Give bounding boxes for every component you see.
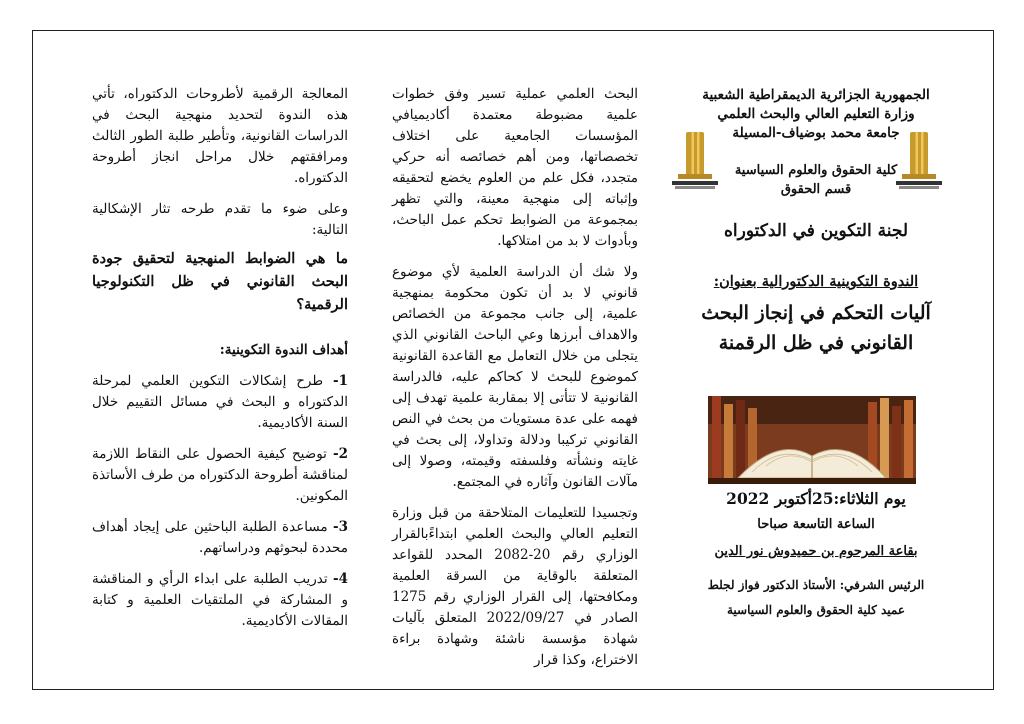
panel-introduction <box>392 84 638 671</box>
goals-title: أهداف الندوة التكوينية: <box>219 342 348 358</box>
research-question: ما هي الضوابط المنهجية لتحقيق جودة البحث القانوني في ظل التكنولوجيا الرقمية؟ <box>92 250 348 313</box>
goal-item: 1- طرح إشكالات التكوين العلمي لمرحلة الدكتوراه و البحث في مسائل التقييم خلال السنة الأكاديمية. <box>92 373 349 431</box>
intro-paragraph-2: ولا شك أن الدراسة العلمية لأي موضوع قانوني لا بد أن تكون محكومة بمنهجية علمية، إلى جانب مجموعة من الخصائص والاهداف أبرزها وعي الباحث القانوني الذي يتجلى من خلال التعامل مع القاعدة القانونية كموضوع للبحث لا كحاكم عليه، فالدراسة القانونية لا تتأتى إلا بمقاربة علمية تهدف إلى فهمه على عدة مستويات من بحث في النص القانوني تركيبا ودلالة وتداولا، إلى بحث في غايته ونشأته وفلسفته وقيمته، وصولا إلى مآلات القانون وآثاره في المجتمع. <box>392 264 638 490</box>
department-line: قسم الحقوق <box>780 182 852 197</box>
seminar-intro: الندوة التكوينية الدكتورالية بعنوان: <box>713 273 919 290</box>
honorary-chair: الرئيس الشرفي: الأستاذ الدكتور فواز لجلط <box>707 578 925 592</box>
event-time: الساعة التاسعة صباحا <box>757 517 875 532</box>
problem-intro: وعلى ضوء ما تقدم طرحه تثار الإشكالية التالية: <box>92 201 348 238</box>
republic-line: الجمهورية الجزائرية الديمقراطية الشعبية <box>702 87 930 103</box>
goal-item: 4- تدريب الطلبة على ابداء الرأي و المناقشة و المشاركة في الملتقيات العلمية و كتابة المقالات الأكاديمية. <box>92 571 348 629</box>
university-line: جامعة محمد بوضياف-المسيلة <box>732 125 900 141</box>
intro-continued: المعالجة الرقمية لأطروحات الدكتوراه، تأتي هذه الندوة لتحديد منهجية البحث في الدراسات القانونية، وتأطير طلبة الطور الثالث ومرافقتهم خلال مراحل انجاز أطروحة الدكتوراه. <box>92 86 348 186</box>
ministry-line: وزارة التعليم العالي والبحث العلمي <box>717 106 915 122</box>
faculty-line: كلية الحقوق والعلوم السياسية <box>734 163 898 178</box>
panel-objectives <box>92 84 348 632</box>
dean-title: عميد كلية الحقوق والعلوم السياسية <box>726 603 906 617</box>
intro-paragraph-3: وتجسيدا للتعليمات المتلاحقة من قبل وزارة التعليم العالي والبحث العلمي ابتداءًبالقرار الوزاري رقم 20-2082 المحدد للقواعد المتعلقة بالوقاية من السرقة العلمية ومكافحتها، إلى القرار الوزاري رقم 1275 الصادر في 2022/09/27 المتعلق بآليات شهادة مؤسسة ناشئة وشهادة براءة الاختراع، وكذا قرار <box>392 505 638 668</box>
goal-item: 3- مساعدة الطلبة الباحثين على إيجاد أهداف محددة لبحوثهم ودراساتهم. <box>92 519 348 556</box>
event-date: يوم الثلاثاء:25أكتوبر 2022 <box>726 489 906 508</box>
committee-title: لجنة التكوين في الدكتوراه <box>724 221 908 241</box>
seminar-title: آليات التحكم في إنجاز البحث القانوني في ظل الرقمنة <box>701 302 931 354</box>
panel-cover <box>700 86 932 358</box>
goal-item: 2- توضيح كيفية الحصول على النقاط اللازمة لمناقشة أطروحة الدكتوراه من طرف الأساتذة المكونين. <box>92 446 348 504</box>
open-book-image <box>708 396 916 484</box>
intro-paragraph-1: البحث العلمي عملية تسير وفق خطوات علمية مضبوطة معتمدة أكاديميافي المؤسسات الجامعية على اختلاف تخصصاتها، ومن أهم خصائصه أنه حركي متجدد، فكل علم من العلوم يخضع لتحقيقه وإثباته إلى منهجية معينة، والتي تظهر بمجموعة من الضوابط تحكم عمل الباحث، وبأدوات لا بد من امتلاكها. <box>392 86 638 249</box>
event-details <box>700 486 932 622</box>
event-venue: بقاعة المرحوم بن حميدوش نور الدين <box>714 544 918 559</box>
